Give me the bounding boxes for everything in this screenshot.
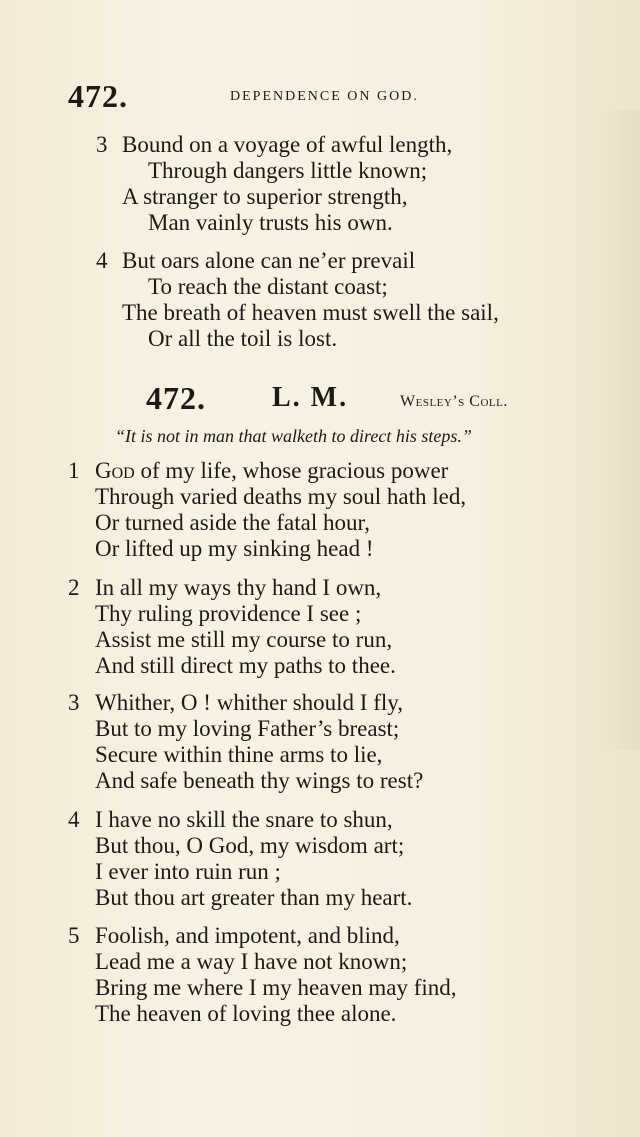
verse-line: [95, 458, 448, 484]
verse-line: Foolish, and impotent, and blind,: [95, 923, 400, 948]
running-title: DEPENDENCE ON GOD.: [230, 89, 419, 104]
verse-line: I ever into ruin run ;: [95, 859, 281, 884]
verse-line: I have no skill the snare to shun,: [95, 807, 393, 832]
verse-line: Or turned aside the fatal hour,: [95, 510, 370, 535]
hymn-epigraph: “It is not in man that walketh to direct his steps.”: [115, 426, 472, 446]
verse-line: But thou art greater than my heart.: [95, 885, 413, 910]
verse-line: The heaven of loving thee alone.: [95, 1001, 397, 1026]
verse-line: To reach the distant coast;: [148, 274, 388, 299]
verse-line: Through dangers little known;: [148, 158, 428, 183]
verse-line: Through varied deaths my soul hath led,: [95, 484, 467, 509]
verse-number: 4: [68, 807, 80, 832]
verse-line: But thou, O God, my wisdom art;: [95, 833, 405, 858]
hymn-number: 472.: [146, 380, 206, 416]
verse-line: But to my loving Father’s breast;: [95, 716, 400, 741]
verse-line: Thy ruling providence I see ;: [95, 601, 362, 626]
page-shadow: [600, 110, 640, 750]
verse-line: Lead me a way I have not known;: [95, 949, 408, 974]
verse-line: Secure within thine arms to lie,: [95, 742, 383, 767]
verse-line: Whither, O ! whither should I fly,: [95, 690, 404, 715]
verse-line: Bound on a voyage of awful length,: [122, 132, 453, 157]
verse-line: Or lifted up my sinking head !: [95, 536, 374, 561]
page-number: 472.: [68, 78, 128, 114]
verse-number: 3: [68, 690, 80, 715]
verse-line-rest: of my life, whose gracious power: [134, 458, 449, 483]
verse-number: 5: [68, 923, 80, 948]
verse-number: 4: [96, 248, 108, 273]
verse-line: Or all the toil is lost.: [148, 326, 338, 351]
verse-number: 3: [96, 132, 108, 157]
verse-first-word: God: [95, 458, 135, 483]
verse-number: 1: [68, 458, 80, 483]
verse-line: And safe beneath thy wings to rest?: [95, 768, 424, 793]
verse-line: But oars alone can ne’er prevail: [122, 248, 416, 273]
verse-number: 2: [68, 575, 80, 600]
hymn-meter: L. M.: [272, 382, 349, 413]
verse-line: The breath of heaven must swell the sail,: [122, 300, 499, 325]
verse-line: A stranger to superior strength,: [122, 184, 408, 209]
verse-line: In all my ways thy hand I own,: [95, 575, 382, 600]
hymn-source: Wesley’s Coll.: [400, 393, 508, 410]
verse-line: Assist me still my course to run,: [95, 627, 393, 652]
verse-line: Bring me where I my heaven may find,: [95, 975, 457, 1000]
verse-line: And still direct my paths to thee.: [95, 653, 396, 678]
verse-line: Man vainly trusts his own.: [148, 210, 393, 235]
